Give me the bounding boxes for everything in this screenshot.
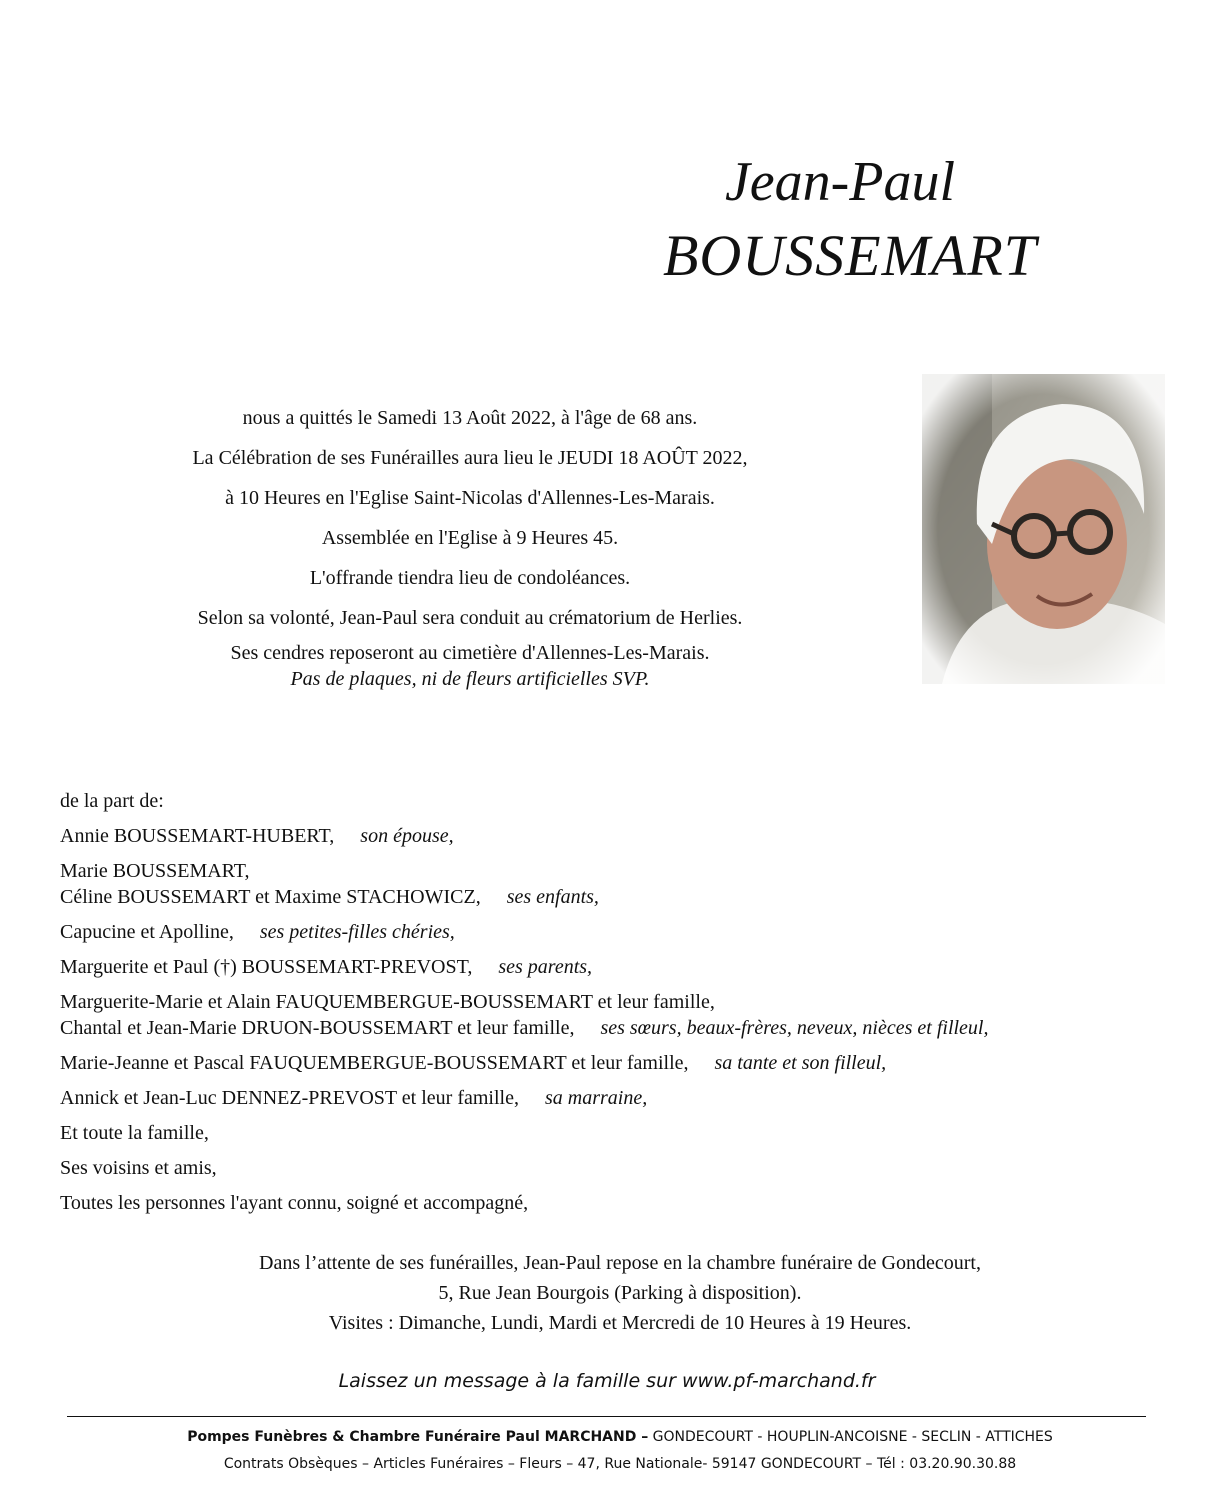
family-entry xyxy=(60,884,1180,910)
announcement-line: Ses cendres reposeront au cimetière d'Allennes-Les-Marais. xyxy=(230,642,710,664)
family-entry xyxy=(60,1050,1180,1076)
family-entry-relation: ses sœurs, beaux-frères, neveux, nièces et filleul, xyxy=(600,1017,989,1039)
family-intro: de la part de: xyxy=(60,790,164,812)
family-entry-relation: ses petites-filles chéries, xyxy=(259,921,455,943)
announcement-line: Assemblée en l'Eglise à 9 Heures 45. xyxy=(321,527,619,549)
family-entry xyxy=(60,858,1180,884)
family-entry xyxy=(60,919,1180,945)
family-entry xyxy=(60,1015,1180,1041)
family-entry-name: Toutes les personnes l'ayant connu, soigné et accompagné, xyxy=(60,1192,529,1214)
family-entry-name: Annie BOUSSEMART-HUBERT, xyxy=(60,825,335,847)
family-entry-name: Céline BOUSSEMART et Maxime STACHOWICZ, xyxy=(60,886,481,908)
announcement-line: L'offrande tiendra lieu de condoléances. xyxy=(309,567,631,589)
family-entry xyxy=(60,1120,1180,1146)
footer-company-line xyxy=(120,1424,1120,1451)
family-entry-name: Annick et Jean-Luc DENNEZ-PREVOST et leur famille, xyxy=(60,1087,519,1109)
family-entry-relation: son épouse, xyxy=(360,825,454,847)
footer-locations: GONDECOURT - HOUPLIN-ANCOISNE - SECLIN - ATTICHES xyxy=(648,1429,1053,1445)
announcement-line: La Célébration de ses Funérailles aura lieu le JEUDI 18 AOÛT 2022, xyxy=(192,447,748,469)
family-entry-name: Et toute la famille, xyxy=(60,1122,209,1144)
family-entry xyxy=(60,989,1180,1015)
funeral-home-line: 5, Rue Jean Bourgois (Parking à disposition). xyxy=(438,1282,802,1304)
announcement-line: à 10 Heures en l'Eglise Saint-Nicolas d'Allennes-Les-Marais. xyxy=(225,487,715,509)
footer-company: Pompes Funèbres & Chambre Funéraire Paul MARCHAND – xyxy=(187,1429,649,1445)
family-entry xyxy=(60,1155,1180,1181)
family-entry-name: Marie BOUSSEMART, xyxy=(60,860,250,882)
family-entry-relation: sa marraine, xyxy=(544,1087,648,1109)
announcement-line: Selon sa volonté, Jean-Paul sera conduit au crématorium de Herlies. xyxy=(197,607,743,629)
funeral-home-line: Visites : Dimanche, Lundi, Mardi et Mercredi de 10 Heures à 19 Heures. xyxy=(328,1312,912,1334)
family-entry-name: Chantal et Jean-Marie DRUON-BOUSSEMART et leur famille, xyxy=(60,1017,575,1039)
portrait-photo xyxy=(922,374,1165,684)
family-entry-relation: ses enfants, xyxy=(506,886,599,908)
deceased-last-name: BOUSSEMART xyxy=(662,223,1038,288)
announcement-block xyxy=(120,400,820,692)
family-entry-relation: ses parents, xyxy=(498,956,593,978)
family-entry-name: Marguerite et Paul (†) BOUSSEMART-PREVOST, xyxy=(60,956,473,978)
announcement-note: Pas de plaques, ni de fleurs artificielles SVP. xyxy=(290,668,650,690)
message-line: Laissez un message à la famille sur www.pf-marchand.fr xyxy=(338,1370,876,1392)
family-entry xyxy=(60,954,1180,980)
footer-services: Contrats Obsèques – Articles Funéraires – Fleurs – 47, Rue Nationale- 59147 GONDECOURT – Tél : 03.20.90.30.88 xyxy=(223,1456,1017,1472)
family-entry xyxy=(60,823,1180,849)
family-entry-name: Marguerite-Marie et Alain FAUQUEMBERGUE-BOUSSEMART et leur famille, xyxy=(60,991,715,1013)
family-entry-name: Ses voisins et amis, xyxy=(60,1157,217,1179)
family-entry-relation: sa tante et son filleul, xyxy=(714,1052,887,1074)
family-list xyxy=(60,788,1180,1225)
funeral-home-info xyxy=(120,1248,1120,1338)
deceased-first-name: Jean-Paul xyxy=(724,151,956,213)
family-entry-name: Capucine et Apolline, xyxy=(60,921,234,943)
announcement-line: nous a quittés le Samedi 13 Août 2022, à l'âge de 68 ans. xyxy=(242,407,698,429)
family-entry-name: Marie-Jeanne et Pascal FAUQUEMBERGUE-BOUSSEMART et leur famille, xyxy=(60,1052,689,1074)
footer-divider xyxy=(67,1416,1146,1417)
family-entry xyxy=(60,1190,1180,1216)
funeral-home-line: Dans l’attente de ses funérailles, Jean-Paul repose en la chambre funéraire de Gondecourt, xyxy=(259,1252,981,1274)
family-entry xyxy=(60,1085,1180,1111)
footer xyxy=(120,1424,1120,1478)
